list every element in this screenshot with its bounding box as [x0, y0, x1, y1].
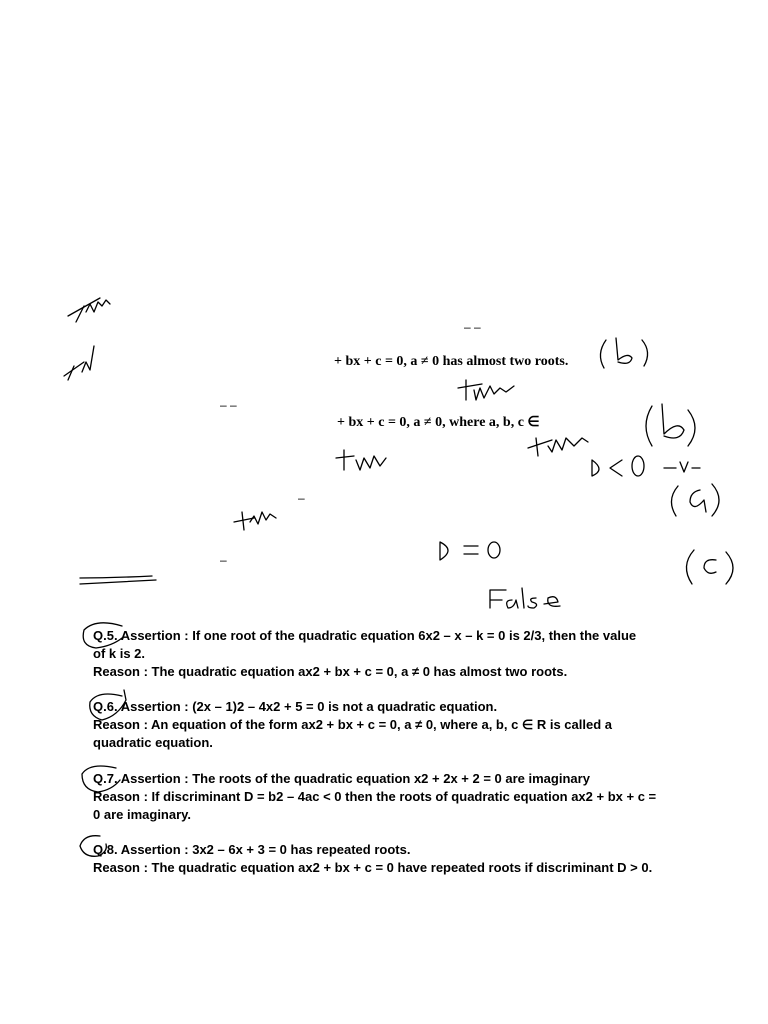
handwritten-true-4: [336, 450, 386, 470]
question-5: [93, 627, 693, 681]
question-7: [93, 770, 693, 824]
handwritten-true-6: [234, 512, 276, 530]
question-7-line-2: Reason : If discriminant D = b2 – 4ac < 0 then the roots of quadratic equation ax2 + bx + c =: [93, 789, 657, 804]
question-6: [93, 698, 693, 752]
handwritten-answer-c: [686, 550, 733, 584]
question-6-line-1: Q.6. Assertion : (2x – 1)2 – 4x2 + 5 = 0 is not a quadratic equation.: [93, 699, 498, 714]
handwritten-true-5: [528, 438, 588, 456]
handwritten-false: [490, 588, 560, 608]
question-6-line-3: quadratic equation.: [93, 735, 213, 750]
handwritten-answer-b-1: [600, 338, 647, 368]
handwritten-d-negative: [592, 456, 700, 476]
question-5-line-2: of k is 2.: [93, 646, 146, 661]
handwritten-answer-b-2: [646, 404, 695, 446]
handwritten-answer-a: [671, 484, 719, 516]
faded-dash-b: – –: [220, 398, 237, 412]
handwritten-d-zero: [440, 542, 500, 560]
question-5-line-3: Reason : The quadratic equation ax2 + bx + c = 0, a ≠ 0 has almost two roots.: [93, 664, 568, 679]
handwritten-true-1: [68, 298, 110, 322]
question-7-line-3: 0 are imaginary.: [93, 807, 192, 822]
faded-text-line-2: + bx + c = 0, a ≠ 0, where a, b, c ∈: [337, 415, 540, 430]
handwritten-true-2: [64, 346, 94, 380]
handwritten-true-3: [458, 380, 514, 400]
question-8-line-2: Reason : The quadratic equation ax2 + bx + c = 0 have repeated roots if discriminant D > 0.: [93, 860, 653, 875]
handwritten-strike: [80, 576, 156, 584]
question-8-line-1: Q.8. Assertion : 3x2 – 6x + 3 = 0 has repeated roots.: [93, 842, 411, 857]
faded-dash-a: – –: [464, 320, 481, 334]
faded-dash-d: –: [220, 553, 227, 567]
faded-text-line-1: + bx + c = 0, a ≠ 0 has almost two roots.: [334, 354, 569, 369]
question-7-line-1: Q.7. Assertion : The roots of the quadratic equation x2 + 2x + 2 = 0 are imaginary: [93, 771, 590, 786]
question-8: [93, 841, 693, 877]
faded-dash-c: –: [298, 491, 305, 505]
question-5-line-1: Q.5. Assertion : If one root of the quadratic equation 6x2 – x – k = 0 is 2/3, then the value: [93, 628, 637, 643]
question-6-line-2: Reason : An equation of the form ax2 + bx + c = 0, a ≠ 0, where a, b, c ∈ R is called a: [93, 717, 613, 732]
